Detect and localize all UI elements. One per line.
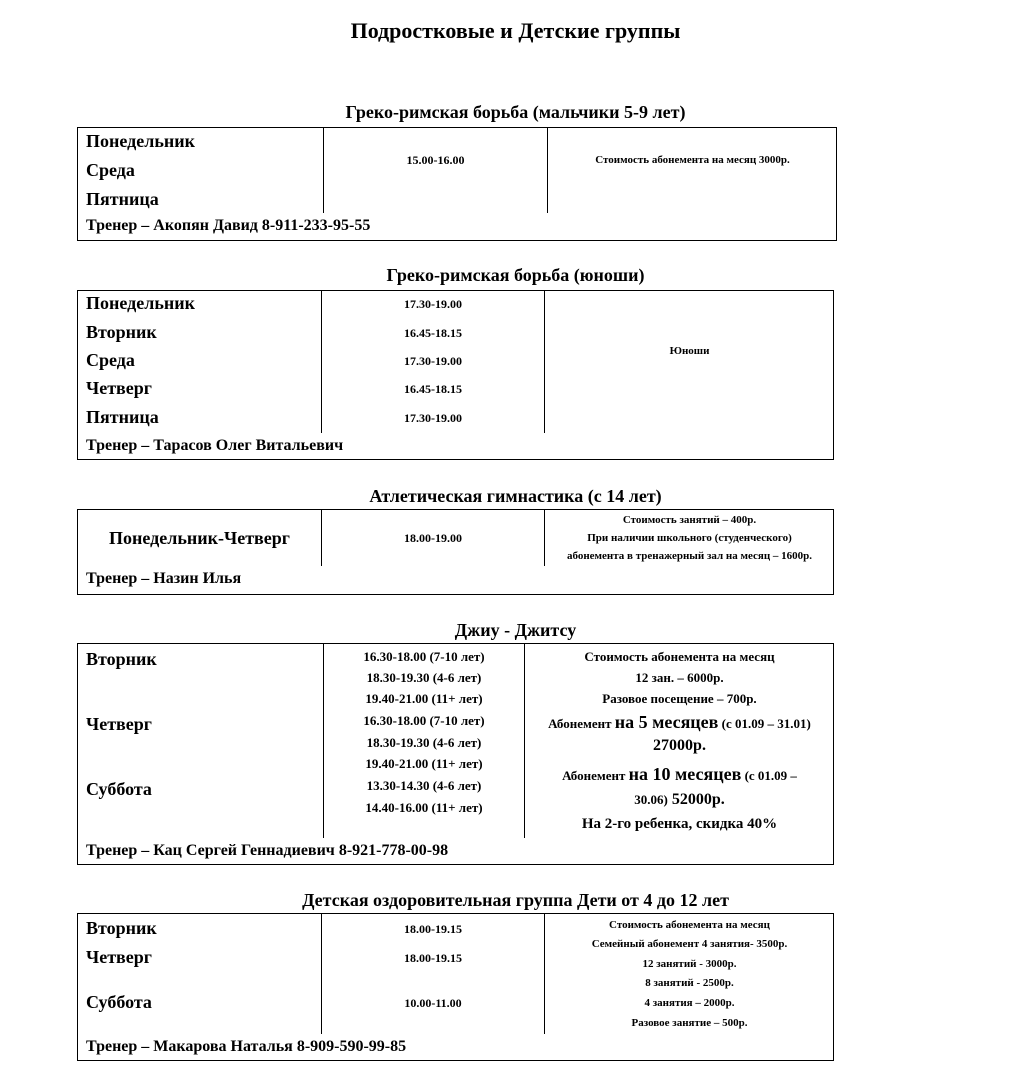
trainer-info: Тренер – Тарасов Олег Витальевич [86,437,344,454]
day-label: Пятница [86,189,159,209]
trainer-info: Тренер – Кац Сергей Геннадиевич 8-921-778-00-98 [86,842,449,859]
group-note: Юноши [669,345,710,357]
day-label: Пятница [86,407,159,427]
day-label: Среда [86,160,135,180]
trainer-info: Тренер – Акопян Давид 8-911-233-95-55 [86,217,371,234]
schedule-table-greco-boys [77,127,837,241]
section-title-greco-boys: Греко-римская борьба (мальчики 5-9 лет) [345,102,686,122]
subscription-5-months-price: 27000р. [653,737,706,754]
schedule-table-athletic [77,509,834,595]
sibling-discount: На 2-го ребенка, скидка 40% [581,816,778,832]
schedule-table-jiu-jitsu [77,643,834,865]
price-note: Разовое посещение – 700р. [602,691,757,706]
time-slot: 18.30-19.30 (4-6 лет) [366,735,482,750]
price-note: При наличии школьного (студенческого) [587,532,792,544]
price-note: Семейный абонемент 4 занятия- 3500р. [591,938,788,950]
time-slot: 17.30-19.00 [404,411,462,425]
time-slot: 16.30-18.00 (7-10 лет) [363,649,485,664]
price-note: Стоимость абонемента на месяц [584,649,775,664]
day-label: Понедельник [86,293,195,313]
price-note: Стоимость абонемента на месяц 3000р. [595,154,790,166]
price-note: Стоимость абонемента на месяц [609,919,770,931]
subscription-10-months-price: 30.06) 52000р. [634,791,725,808]
time-slot: 18.30-19.30 (4-6 лет) [366,670,482,685]
section-title-jiu-jitsu: Джиу - Джитсу [454,620,577,640]
price-note: абонемента в тренажерный зал на месяц – 1600р. [566,550,813,562]
subscription-5-months: Абонемент на 5 месяцев (с 01.09 – 31.01) [548,712,811,732]
price-note: Разовое занятие – 500р. [631,1017,748,1029]
section-title-greco-youth: Греко-римская борьба (юноши) [386,265,645,285]
time-slot: 18.00-19.15 [404,951,462,965]
time-slot: 16.45-18.15 [404,326,462,340]
day-label: Вторник [86,322,157,342]
day-label: Понедельник [86,131,195,151]
day-label: Понедельник-Четверг [109,528,290,548]
schedule-table-kids-health [77,913,834,1061]
trainer-info: Тренер – Макарова Наталья 8-909-590-99-85 [86,1038,407,1055]
time-slot: 19.40-21.00 (11+ лет) [365,756,483,771]
day-label: Четверг [86,378,152,398]
time-slot: 19.40-21.00 (11+ лет) [365,691,483,706]
day-label: Вторник [86,649,157,669]
price-note: 4 занятия – 2000р. [644,997,735,1009]
day-label: Вторник [86,918,157,938]
trainer-info: Тренер – Назин Илья [86,570,242,587]
time-slot: 16.45-18.15 [404,382,462,396]
subscription-10-months: Абонемент на 10 месяцев (с 01.09 – [562,764,797,784]
day-label: Четверг [86,947,152,967]
price-note: Стоимость занятий – 400р. [622,514,757,526]
time-slot: 17.30-19.00 [404,297,462,311]
section-title-athletic: Атлетическая гимнастика (с 14 лет) [369,486,662,506]
day-label: Суббота [86,779,152,799]
price-note: 8 занятий - 2500р. [645,977,734,989]
time-slot: 16.30-18.00 (7-10 лет) [363,713,485,728]
day-label: Суббота [86,992,152,1012]
time-slot: 10.00-11.00 [404,996,462,1010]
day-label: Среда [86,350,135,370]
time-slot: 17.30-19.00 [404,354,462,368]
time-slot: 18.00-19.00 [404,531,462,545]
price-note: 12 занятий - 3000р. [642,958,737,970]
time-slot: 13.30-14.30 (4-6 лет) [366,778,482,793]
page-title: Подростковые и Детские группы [350,18,681,43]
time-slot: 18.00-19.15 [404,922,462,936]
price-note: 12 зан. – 6000р. [635,670,724,685]
day-label: Четверг [86,714,152,734]
schedule-table-greco-youth [77,290,834,460]
time-slot: 14.40-16.00 (11+ лет) [365,800,483,815]
section-title-kids-health: Детская оздоровительная группа Дети от 4 до 12 лет [302,890,729,910]
time-slot: 15.00-16.00 [406,153,465,167]
